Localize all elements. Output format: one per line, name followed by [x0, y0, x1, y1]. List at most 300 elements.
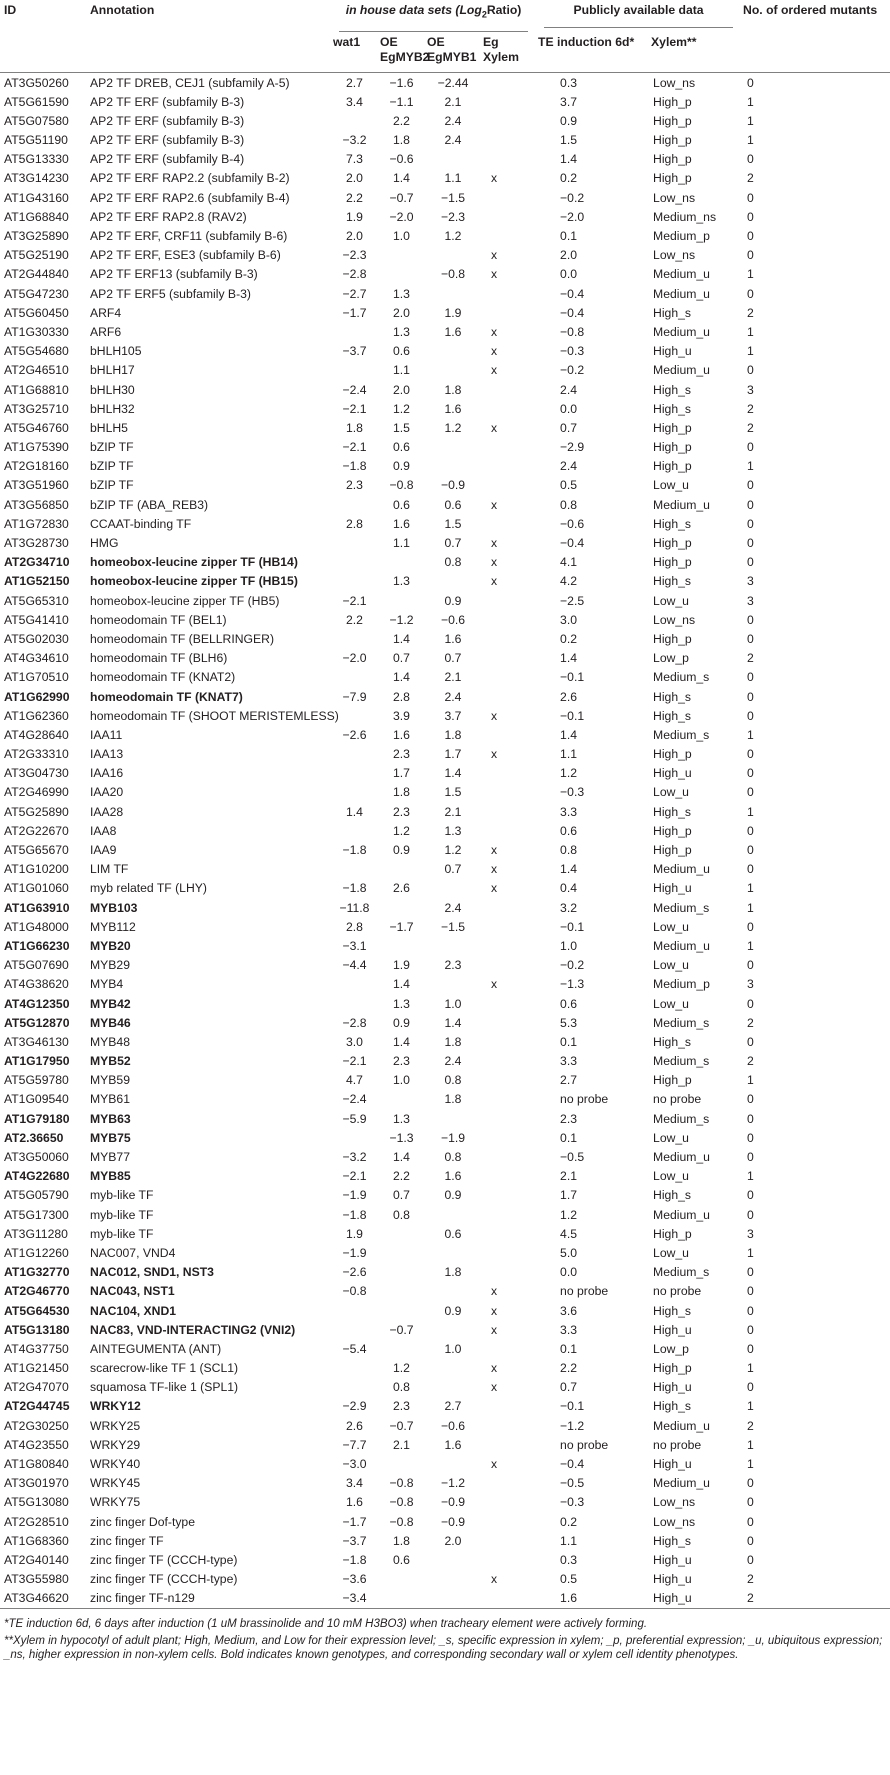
cell-te-induction: 5.0: [560, 1245, 577, 1260]
cell-te-induction: 2.0: [560, 248, 577, 263]
cell-te-induction: 1.0: [560, 938, 577, 953]
cell-eg-xylem: x: [491, 363, 498, 378]
header-public-group: [534, 0, 739, 32]
cell-mutants: 1: [747, 1437, 754, 1452]
cell-eg-xylem: [479, 1436, 534, 1455]
cell-eg-xylem: [479, 1110, 534, 1129]
cell-oe-egmyb2: 1.3: [393, 324, 410, 339]
cell-annotation: bZIP TF: [90, 478, 134, 493]
cell-te-induction: 0.5: [560, 1572, 577, 1587]
cell-mutants: 1: [747, 324, 754, 339]
cell-oe-egmyb2: [376, 265, 423, 284]
cell-wat1: [329, 323, 376, 342]
cell-te-induction: no probe: [560, 1437, 609, 1452]
cell-annotation: zinc finger TF (CCCH-type): [90, 1572, 238, 1587]
cell-xylem: Medium_s: [653, 1054, 710, 1069]
cell-id: AT2G18160: [4, 459, 69, 474]
cell-mutants: 2: [747, 171, 754, 186]
cell-id: AT4G22680: [4, 1169, 70, 1184]
cell-xylem: Medium_u: [653, 1418, 710, 1433]
cell-wat1: 2.3: [346, 478, 363, 493]
cell-annotation: ARF4: [90, 305, 122, 320]
cell-oe-egmyb2: [376, 1589, 423, 1609]
cell-annotation: zinc finger TF-n129: [86, 1589, 329, 1609]
cell-wat1: −5.4: [342, 1341, 367, 1356]
cell-wat1: [329, 1301, 376, 1320]
cell-te-induction: 0.6: [560, 996, 577, 1011]
cell-wat1: 2.8: [346, 516, 363, 531]
cell-id: AT3G25710: [4, 401, 69, 416]
cell-wat1: −1.8: [342, 881, 367, 896]
cell-mutants: 3: [747, 574, 754, 589]
cell-oe-egmyb2: [376, 1244, 423, 1263]
table-row: [0, 937, 890, 956]
cell-id: AT1G63910: [4, 900, 70, 915]
cell-id: AT5G41410: [4, 612, 69, 627]
cell-oe-egmyb1: −1.5: [440, 190, 466, 205]
cell-te-induction: 3.3: [560, 1054, 577, 1069]
cell-eg-xylem: [479, 1206, 534, 1225]
cell-oe-egmyb2: −1.2: [389, 612, 414, 627]
cell-wat1: −3.7: [342, 344, 367, 359]
cell-id: AT4G23550: [4, 1437, 69, 1452]
table-row: [0, 956, 890, 975]
cell-annotation: homeodomain TF (BEL1): [90, 612, 227, 627]
cell-id: AT1G43160: [4, 190, 69, 205]
cell-annotation: IAA20: [90, 785, 124, 800]
cell-mutants: 0: [747, 478, 754, 493]
cell-annotation: MYB59: [90, 1073, 130, 1088]
cell-wat1: −3.4: [329, 1589, 376, 1609]
cell-annotation: zinc finger TF: [90, 1533, 164, 1548]
table-row: [0, 93, 890, 112]
cell-te-induction: 3.0: [560, 612, 577, 627]
cell-eg-xylem: [479, 93, 534, 112]
cell-mutants: 0: [747, 919, 754, 934]
cell-mutants: 1: [747, 727, 754, 742]
cell-xylem: High_p: [653, 747, 692, 762]
cell-oe-egmyb1: 0.7: [444, 651, 462, 666]
cell-xylem: Medium_u: [653, 1476, 710, 1491]
cell-oe-egmyb1: 2.1: [444, 804, 462, 819]
table-row: [0, 822, 890, 841]
cell-te-induction: −0.5: [560, 1476, 585, 1491]
table-row: [0, 112, 890, 131]
cell-xylem: Low_ns: [653, 612, 696, 627]
cell-oe-egmyb1: [423, 361, 479, 380]
cell-eg-xylem: x: [491, 555, 498, 570]
cell-oe-egmyb1: 1.1: [444, 171, 462, 186]
cell-eg-xylem: [479, 73, 534, 93]
cell-oe-egmyb1: 3.7: [444, 708, 462, 723]
cell-oe-egmyb1: 1.6: [444, 401, 462, 416]
cell-id: AT5G64530: [4, 1303, 70, 1318]
cell-wat1: 2.0: [346, 229, 363, 244]
cell-wat1: 1.9: [346, 1226, 363, 1241]
cell-eg-xylem: [479, 668, 534, 687]
cell-xylem: Medium_u: [653, 286, 710, 301]
table-row: [0, 515, 890, 534]
cell-te-induction: 1.1: [560, 1533, 577, 1548]
cell-te-induction: 3.6: [560, 1303, 577, 1318]
cell-id: AT5G13180: [4, 1322, 70, 1337]
cell-mutants: 1: [747, 459, 754, 474]
cell-mutants: 0: [747, 1111, 754, 1126]
cell-mutants: 1: [747, 94, 754, 109]
cell-mutants: 3: [747, 1226, 754, 1241]
cell-oe-egmyb1: [423, 1321, 479, 1340]
cell-wat1: −2.6: [342, 1265, 367, 1280]
cell-oe-egmyb2: 1.6: [393, 516, 410, 531]
cell-xylem: High_s: [653, 689, 691, 704]
table-row: [0, 1570, 890, 1589]
cell-annotation: AP2 TF ERF13 (subfamily B-3): [90, 267, 258, 282]
cell-wat1: −4.4: [342, 958, 367, 973]
cell-te-induction: −0.2: [560, 363, 585, 378]
cell-te-induction: −1.3: [560, 977, 585, 992]
cell-mutants: 2: [747, 420, 754, 435]
table-row: [0, 189, 890, 208]
cell-oe-egmyb2: 1.1: [393, 536, 410, 551]
cell-mutants: 0: [747, 190, 754, 205]
cell-eg-xylem: [479, 457, 534, 476]
cell-annotation: NAC83, VND-INTERACTING2 (VNI2): [90, 1322, 296, 1337]
cell-xylem: Medium_s: [653, 670, 710, 685]
cell-oe-egmyb1: 1.6: [444, 1169, 462, 1184]
cell-te-induction: 2.4: [560, 459, 577, 474]
cell-te-induction: −0.1: [560, 1399, 585, 1414]
cell-wat1: 7.3: [346, 152, 363, 167]
cell-oe-egmyb2: 1.8: [393, 133, 410, 148]
cell-oe-egmyb2: 1.1: [393, 363, 410, 378]
cell-annotation: AP2 TF ERF, CRF11 (subfamily B-6): [90, 229, 288, 244]
cell-oe-egmyb1: 0.8: [444, 555, 462, 570]
cell-annotation: IAA8: [90, 823, 117, 838]
cell-annotation: HMG: [90, 536, 119, 551]
cell-eg-xylem: [479, 1090, 534, 1109]
cell-oe-egmyb1: 0.9: [444, 1188, 462, 1203]
cell-mutants: 0: [747, 1380, 754, 1395]
cell-te-induction: 0.7: [560, 420, 577, 435]
cell-wat1: −1.9: [342, 1188, 367, 1203]
cell-eg-xylem: [479, 476, 534, 495]
cell-id: AT4G38620: [4, 977, 69, 992]
cell-id: AT5G54680: [4, 344, 69, 359]
cell-annotation: MYB42: [90, 996, 131, 1011]
table-row: [0, 131, 890, 150]
header-eg-xylem: Eg Xylem: [479, 32, 534, 73]
cell-oe-egmyb2: 2.2: [393, 113, 410, 128]
cell-oe-egmyb2: 0.7: [393, 651, 410, 666]
cell-xylem: Low_p: [653, 651, 689, 666]
cell-oe-egmyb1: −0.9: [440, 478, 466, 493]
cell-xylem: High_u: [653, 1457, 692, 1472]
table-row: [0, 73, 890, 93]
cell-mutants: 0: [747, 1514, 754, 1529]
cell-te-induction: 0.0: [560, 401, 577, 416]
cell-oe-egmyb1: 0.6: [444, 497, 462, 512]
cell-wat1: −1.8: [342, 843, 367, 858]
cell-oe-egmyb2: 1.4: [393, 1034, 410, 1049]
cell-wat1: −1.9: [342, 1245, 367, 1260]
cell-oe-egmyb1: 2.3: [444, 958, 462, 973]
cell-xylem: High_s: [653, 1533, 691, 1548]
header-mutants: No. of ordered mutants: [739, 0, 890, 73]
cell-oe-egmyb2: 0.7: [393, 1188, 410, 1203]
cell-id: AT3G25890: [4, 229, 69, 244]
cell-annotation: squamosa TF-like 1 (SPL1): [90, 1380, 239, 1395]
cell-mutants: 0: [747, 75, 754, 90]
cell-annotation: myb related TF (LHY): [90, 881, 207, 896]
cell-wat1: −0.8: [342, 1284, 367, 1299]
cell-id: AT1G62990: [4, 689, 70, 704]
cell-oe-egmyb2: −0.8: [389, 1514, 414, 1529]
table-row: [0, 1148, 890, 1167]
table-row: [0, 361, 890, 380]
cell-te-induction: 0.2: [560, 631, 577, 646]
cell-xylem: High_p: [653, 631, 692, 646]
cell-wat1: 2.6: [346, 1418, 363, 1433]
cell-eg-xylem: [479, 1167, 534, 1186]
cell-xylem: High_u: [653, 344, 692, 359]
cell-annotation: WRKY75: [90, 1495, 141, 1510]
cell-mutants: 0: [747, 1495, 754, 1510]
cell-xylem: Medium_s: [653, 900, 710, 915]
cell-oe-egmyb1: [423, 975, 479, 994]
cell-te-induction: −0.2: [560, 958, 585, 973]
cell-oe-egmyb2: [376, 860, 423, 879]
header-te-induction: TE induction 6d*: [534, 32, 647, 73]
cell-te-induction: 0.5: [560, 478, 577, 493]
table-row: [0, 1359, 890, 1378]
table-row: [0, 994, 890, 1013]
cell-wat1: −2.1: [342, 1054, 367, 1069]
cell-oe-egmyb2: 1.4: [393, 631, 410, 646]
cell-eg-xylem: [479, 956, 534, 975]
cell-annotation: AP2 TF ERF RAP2.8 (RAV2): [90, 209, 247, 224]
cell-te-induction: 0.3: [560, 75, 577, 90]
cell-wat1: 2.2: [346, 190, 363, 205]
cell-te-induction: no probe: [560, 1284, 609, 1299]
cell-eg-xylem: [479, 726, 534, 745]
cell-id: AT2G40140: [4, 1552, 69, 1567]
cell-oe-egmyb2: 1.6: [393, 727, 410, 742]
cell-oe-egmyb1: 1.7: [444, 747, 462, 762]
cell-xylem: High_u: [653, 881, 692, 896]
cell-oe-egmyb2: 1.7: [393, 766, 410, 781]
cell-xylem: Low_ns: [653, 248, 696, 263]
cell-eg-xylem: [479, 1186, 534, 1205]
cell-eg-xylem: x: [491, 267, 498, 282]
cell-xylem: Medium_s: [653, 727, 710, 742]
cell-mutants: 3: [747, 977, 754, 992]
cell-oe-egmyb2: [376, 592, 423, 611]
cell-oe-egmyb2: 1.8: [393, 785, 410, 800]
cell-xylem: High_p: [653, 1226, 692, 1241]
cell-id: AT1G68810: [4, 382, 69, 397]
cell-annotation: WRKY40: [90, 1457, 141, 1472]
cell-oe-egmyb2: 2.3: [393, 804, 410, 819]
cell-annotation: AP2 TF ERF (subfamily B-3): [90, 133, 245, 148]
cell-oe-egmyb2: 0.6: [393, 344, 410, 359]
cell-oe-egmyb2: −1.6: [389, 75, 414, 90]
cell-id: AT2G33310: [4, 747, 69, 762]
cell-id: AT5G07690: [4, 958, 69, 973]
cell-wat1: [329, 1359, 376, 1378]
cell-oe-egmyb1: 1.4: [444, 1015, 462, 1030]
cell-id: AT3G56850: [4, 497, 69, 512]
cell-wat1: −1.8: [342, 1207, 367, 1222]
cell-id: AT3G50060: [4, 1150, 69, 1165]
cell-eg-xylem: [479, 687, 534, 706]
cell-id: AT1G30330: [4, 324, 69, 339]
cell-wat1: 2.0: [346, 171, 363, 186]
cell-annotation: CCAAT-binding TF: [90, 516, 192, 531]
cell-te-induction: 1.4: [560, 727, 577, 742]
cell-annotation: AP2 TF ERF (subfamily B-3): [90, 94, 245, 109]
cell-id: AT3G55980: [4, 1572, 69, 1587]
cell-te-induction: 2.1: [560, 1169, 577, 1184]
cell-annotation: bHLH105: [90, 344, 142, 359]
cell-id: AT4G34610: [4, 651, 69, 666]
cell-oe-egmyb1: [423, 457, 479, 476]
cell-eg-xylem: x: [491, 344, 498, 359]
cell-mutants: 0: [747, 1303, 754, 1318]
table-row: [0, 1513, 890, 1532]
cell-oe-egmyb2: 1.5: [393, 420, 410, 435]
cell-annotation: AP2 TF ERF RAP2.2 (subfamily B-2): [90, 171, 290, 186]
table-row: [0, 1129, 890, 1148]
cell-mutants: 0: [747, 823, 754, 838]
cell-id: AT5G65670: [4, 843, 69, 858]
cell-te-induction: −0.4: [560, 536, 585, 551]
table-row: [0, 438, 890, 457]
cell-wat1: −5.9: [342, 1111, 367, 1126]
cell-eg-xylem: [479, 1340, 534, 1359]
cell-oe-egmyb1: −2.3: [440, 209, 466, 224]
cell-te-induction: −2.5: [560, 593, 585, 608]
cell-eg-xylem: x: [491, 420, 498, 435]
cell-oe-egmyb2: [376, 1340, 423, 1359]
table-row: [0, 1455, 890, 1474]
cell-eg-xylem: [479, 1513, 534, 1532]
cell-annotation: bZIP TF: [90, 459, 134, 474]
cell-mutants: 0: [747, 1341, 754, 1356]
cell-te-induction: 2.7: [560, 1073, 577, 1088]
cell-oe-egmyb2: −1.3: [389, 1130, 414, 1145]
cell-mutants: 1: [747, 344, 754, 359]
cell-wat1: 1.4: [346, 804, 363, 819]
cell-xylem: High_p: [653, 823, 692, 838]
cell-xylem: no probe: [653, 1092, 702, 1107]
cell-id: AT2G30250: [4, 1418, 69, 1433]
cell-eg-xylem: x: [491, 1284, 498, 1299]
cell-oe-egmyb2: −1.7: [389, 919, 414, 934]
cell-id: AT5G05790: [4, 1188, 69, 1203]
table-row: [0, 1321, 890, 1340]
cell-oe-egmyb1: 1.3: [444, 823, 462, 838]
cell-annotation: zinc finger Dof-type: [90, 1514, 195, 1529]
cell-mutants: 0: [747, 958, 754, 973]
cell-te-induction: 0.9: [560, 113, 577, 128]
cell-xylem: Low_ns: [653, 190, 696, 205]
cell-wat1: [329, 764, 376, 783]
cell-mutants: 0: [747, 747, 754, 762]
cell-te-induction: 2.2: [560, 1361, 577, 1376]
cell-xylem: Low_ns: [653, 1514, 696, 1529]
cell-annotation: homeodomain TF (BELLRINGER): [90, 631, 275, 646]
cell-oe-egmyb2: 0.9: [393, 1015, 410, 1030]
cell-mutants: 0: [747, 1092, 754, 1107]
cell-id: AT5G65310: [4, 593, 69, 608]
cell-eg-xylem: x: [491, 1361, 498, 1376]
cell-annotation: NAC007, VND4: [90, 1245, 176, 1260]
table-row: [0, 1186, 890, 1205]
cell-mutants: 1: [747, 1457, 754, 1472]
table-row: [0, 1167, 890, 1186]
header-inhouse-close: Ratio): [486, 3, 522, 17]
cell-oe-egmyb2: [376, 1282, 423, 1301]
cell-id: AT1G68840: [4, 209, 69, 224]
cell-oe-egmyb2: −0.8: [389, 1495, 414, 1510]
cell-annotation: MYB4: [90, 977, 124, 992]
cell-wat1: −1.7: [342, 1514, 367, 1529]
cell-te-induction: −0.1: [560, 670, 585, 685]
cell-oe-egmyb1: [423, 572, 479, 591]
cell-te-induction: 0.3: [560, 1552, 577, 1567]
cell-te-induction: −0.1: [560, 708, 585, 723]
cell-annotation: WRKY12: [90, 1399, 141, 1414]
cell-oe-egmyb1: 1.0: [444, 996, 462, 1011]
cell-oe-egmyb1: [423, 342, 479, 361]
cell-id: AT3G51960: [4, 478, 69, 493]
cell-wat1: −7.7: [342, 1437, 367, 1452]
cell-te-induction: 0.0: [560, 267, 577, 282]
table-row: [0, 879, 890, 898]
cell-xylem: High_p: [653, 1073, 692, 1088]
cell-annotation: bHLH32: [90, 401, 135, 416]
cell-eg-xylem: x: [491, 881, 498, 896]
cell-id: AT1G80840: [4, 1457, 69, 1472]
cell-wat1: −3.6: [342, 1572, 367, 1587]
cell-oe-egmyb1: −1.9: [440, 1130, 466, 1145]
cell-oe-egmyb2: 3.9: [393, 708, 410, 723]
cell-oe-egmyb1: 1.5: [444, 785, 462, 800]
cell-wat1: −2.1: [342, 401, 367, 416]
cell-id: AT2G44840: [4, 267, 69, 282]
cell-id: AT2G44745: [4, 1399, 70, 1414]
cell-annotation: NAC012, SND1, NST3: [90, 1265, 214, 1280]
header-oe-egmyb1: OE EgMYB1: [423, 32, 479, 73]
cell-xylem: High_s: [653, 574, 691, 589]
cell-oe-egmyb2: 1.2: [393, 401, 410, 416]
cell-te-induction: 0.2: [560, 171, 577, 186]
table-row: [0, 457, 890, 476]
cell-xylem: Medium_p: [653, 977, 710, 992]
cell-oe-egmyb2: 2.0: [393, 305, 410, 320]
cell-annotation: MYB85: [90, 1169, 131, 1184]
cell-oe-egmyb1: 2.4: [444, 1054, 462, 1069]
cell-oe-egmyb2: 1.9: [393, 958, 410, 973]
cell-te-induction: 0.1: [560, 229, 577, 244]
cell-eg-xylem: x: [491, 708, 498, 723]
cell-oe-egmyb2: [376, 1090, 423, 1109]
cell-annotation: NAC104, XND1: [90, 1303, 177, 1318]
cell-annotation: AP2 TF ERF (subfamily B-4): [90, 152, 245, 167]
cell-oe-egmyb1: 1.9: [444, 305, 462, 320]
cell-eg-xylem: x: [491, 497, 498, 512]
cell-eg-xylem: [479, 1052, 534, 1071]
